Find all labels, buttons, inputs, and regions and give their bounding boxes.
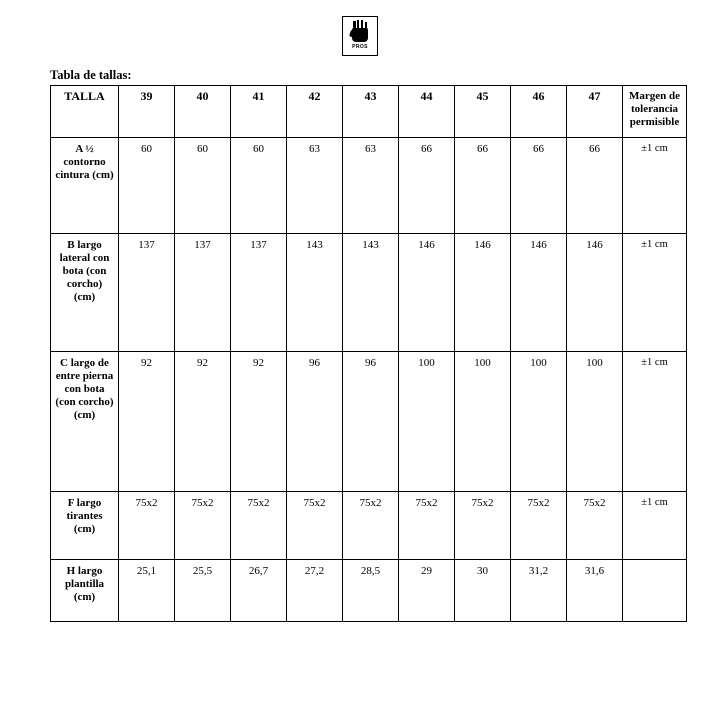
cell-b-40: 137 <box>175 234 231 352</box>
header-size-41: 41 <box>231 86 287 138</box>
table-caption: Tabla de tallas: <box>50 68 132 82</box>
cell-h-43: 28,5 <box>343 560 399 622</box>
cell-a-46: 66 <box>511 138 567 234</box>
cell-f-39: 75x2 <box>119 492 175 560</box>
cell-h-45: 30 <box>455 560 511 622</box>
row-label-c: C largo de entre pierna con bota (con corcho) (cm) <box>51 352 119 492</box>
cell-h-tolerance <box>623 560 687 622</box>
table-row <box>51 560 687 622</box>
cell-f-40: 75x2 <box>175 492 231 560</box>
row-label-a: A ½ contorno cintura (cm) <box>51 138 119 234</box>
cell-c-44: 100 <box>399 352 455 492</box>
cell-f-46: 75x2 <box>511 492 567 560</box>
cell-b-44: 146 <box>399 234 455 352</box>
cell-c-39: 92 <box>119 352 175 492</box>
cell-c-42: 96 <box>287 352 343 492</box>
header-talla: TALLA <box>51 86 119 138</box>
cell-b-46: 146 <box>511 234 567 352</box>
cell-c-tolerance: ±1 cm <box>623 352 687 492</box>
cell-h-46: 31,2 <box>511 560 567 622</box>
header-size-46: 46 <box>511 86 567 138</box>
row-label-f: F largo tirantes (cm) <box>51 492 119 560</box>
header-tolerance: Margen de tolerancia permisible <box>623 86 687 138</box>
cell-b-45: 146 <box>455 234 511 352</box>
header-size-42: 42 <box>287 86 343 138</box>
cell-f-41: 75x2 <box>231 492 287 560</box>
cell-b-41: 137 <box>231 234 287 352</box>
cell-a-45: 66 <box>455 138 511 234</box>
cell-a-47: 66 <box>567 138 623 234</box>
header-size-39: 39 <box>119 86 175 138</box>
cell-b-47: 146 <box>567 234 623 352</box>
cell-f-tolerance: ±1 cm <box>623 492 687 560</box>
cell-h-44: 29 <box>399 560 455 622</box>
row-label-h: H largo plantilla (cm) <box>51 560 119 622</box>
cell-h-40: 25,5 <box>175 560 231 622</box>
cell-a-40: 60 <box>175 138 231 234</box>
brand-logo <box>0 16 720 56</box>
cell-c-40: 92 <box>175 352 231 492</box>
logo-brand-text: PROS <box>352 44 368 50</box>
cell-c-46: 100 <box>511 352 567 492</box>
hand-icon <box>350 19 370 43</box>
cell-a-39: 60 <box>119 138 175 234</box>
cell-a-44: 66 <box>399 138 455 234</box>
cell-a-43: 63 <box>343 138 399 234</box>
cell-a-tolerance: ±1 cm <box>623 138 687 234</box>
header-size-43: 43 <box>343 86 399 138</box>
header-size-45: 45 <box>455 86 511 138</box>
cell-f-45: 75x2 <box>455 492 511 560</box>
table-row <box>51 234 687 352</box>
cell-a-42: 63 <box>287 138 343 234</box>
header-size-40: 40 <box>175 86 231 138</box>
cell-f-44: 75x2 <box>399 492 455 560</box>
cell-f-47: 75x2 <box>567 492 623 560</box>
cell-b-39: 137 <box>119 234 175 352</box>
logo-box <box>342 16 378 56</box>
table-header-row <box>51 86 687 138</box>
cell-b-43: 143 <box>343 234 399 352</box>
table-row <box>51 352 687 492</box>
cell-f-42: 75x2 <box>287 492 343 560</box>
table-row <box>51 492 687 560</box>
cell-a-41: 60 <box>231 138 287 234</box>
sizes-table <box>50 85 687 622</box>
sizes-table-container <box>50 85 680 622</box>
cell-f-43: 75x2 <box>343 492 399 560</box>
cell-c-43: 96 <box>343 352 399 492</box>
cell-h-47: 31,6 <box>567 560 623 622</box>
cell-c-45: 100 <box>455 352 511 492</box>
cell-b-42: 143 <box>287 234 343 352</box>
cell-c-41: 92 <box>231 352 287 492</box>
table-row <box>51 138 687 234</box>
cell-h-39: 25,1 <box>119 560 175 622</box>
header-size-47: 47 <box>567 86 623 138</box>
header-size-44: 44 <box>399 86 455 138</box>
row-label-b: B largo lateral con bota (con corcho) (cm) <box>51 234 119 352</box>
cell-h-41: 26,7 <box>231 560 287 622</box>
cell-b-tolerance: ±1 cm <box>623 234 687 352</box>
cell-c-47: 100 <box>567 352 623 492</box>
cell-h-42: 27,2 <box>287 560 343 622</box>
